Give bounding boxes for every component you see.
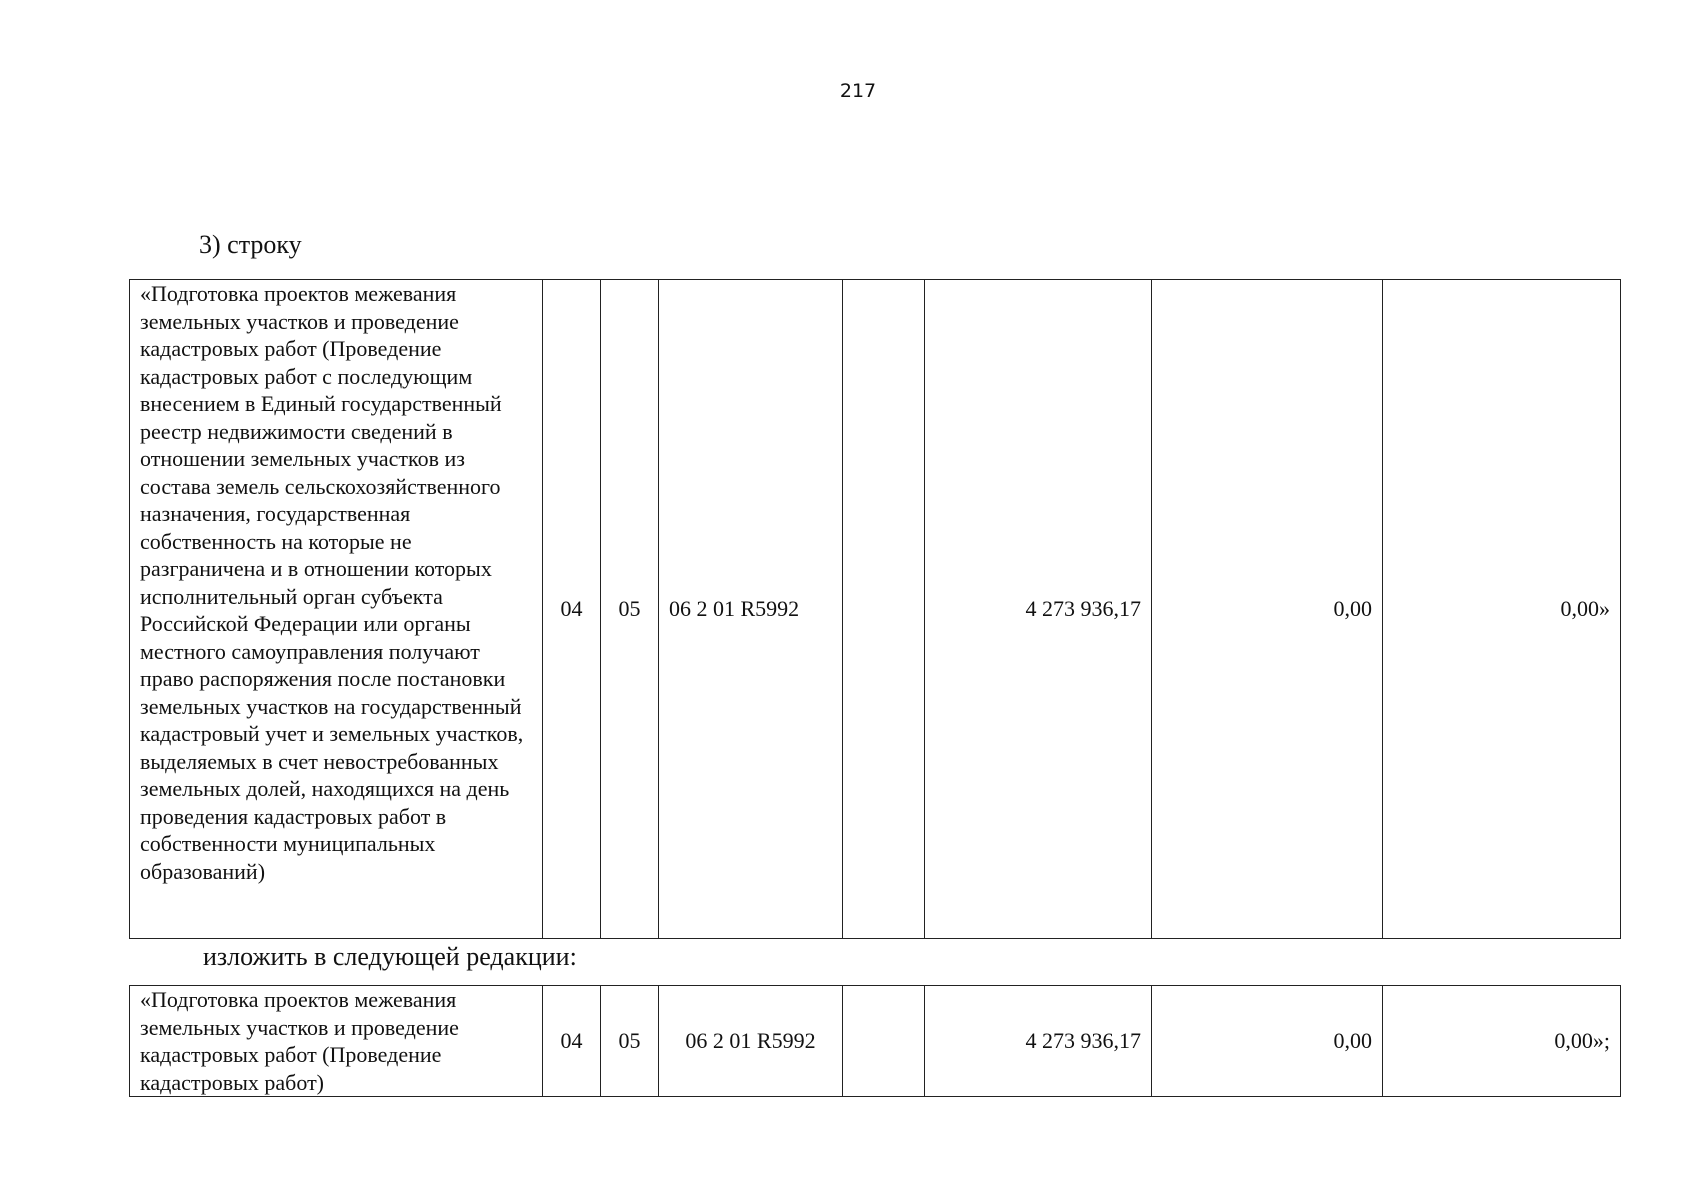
expense-type-cell — [843, 986, 925, 1097]
table-row — [130, 280, 1621, 939]
section-cell: 04 — [543, 280, 601, 939]
description-cell: «Подготовка проектов межевания земельных участков и проведение кадастровых работ (Проведение кадастровых работ) — [130, 986, 543, 1097]
intro-text: 3) строку — [199, 230, 302, 259]
between-text: изложить в следующей редакции: — [203, 942, 577, 971]
amount-3-cell: 0,00» — [1383, 280, 1621, 939]
target-article-cell: 06 2 01 R5992 — [659, 280, 843, 939]
subsection-cell: 05 — [601, 986, 659, 1097]
amount-3-cell: 0,00»; — [1383, 986, 1621, 1097]
target-article-cell: 06 2 01 R5992 — [659, 986, 843, 1097]
old-row-table — [129, 279, 1621, 939]
amount-2-cell: 0,00 — [1152, 280, 1383, 939]
amount-1-cell: 4 273 936,17 — [925, 986, 1152, 1097]
subsection-cell: 05 — [601, 280, 659, 939]
description-cell: «Подготовка проектов межевания земельных участков и проведение кадастровых работ (Проведение кадастровых работ с последующим внесением в Единый государственный реестр недвижимости сведений в отношении земельных участков из состава земель сельскохозяйственного назначения, государственная собственность на которые не разграничена и в отношении которых исполнительный орган субъекта Российской Федерации или органы местного самоуправления получают право распоряжения после постановки земельных участков на государственный кадастровый учет и земельных участков, выделяемых в счет невостребованных земельных долей, находящихся на день проведения кадастровых работ в собственности муниципальных образований) — [130, 280, 543, 939]
expense-type-cell — [843, 280, 925, 939]
table-row — [130, 986, 1621, 1097]
amount-1-cell: 4 273 936,17 — [925, 280, 1152, 939]
page-number: 217 — [839, 80, 877, 102]
new-row-table — [129, 985, 1621, 1097]
section-cell: 04 — [543, 986, 601, 1097]
amount-2-cell: 0,00 — [1152, 986, 1383, 1097]
